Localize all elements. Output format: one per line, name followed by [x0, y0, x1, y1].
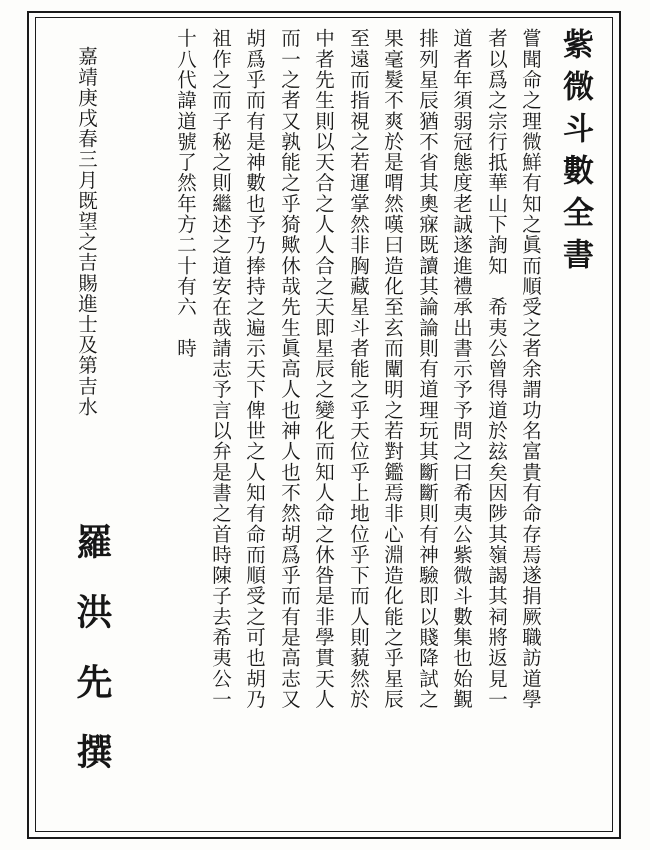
- preface-column-2: 者以爲之宗行抵華山下詢知 希夷公曾得道於玆矣因陟其嶺謁其祠將返見一: [485, 28, 508, 710]
- preface-column-3: 道者年須弱冠態度老誠遂進禮承出書示予予問之曰希夷公紫微斗數集也始覲: [450, 28, 473, 710]
- preface-column-1: 嘗聞命之理微鮮有知之眞而順受之者余謂功名富貴有命存焉遂捐厥職訪道學: [519, 28, 542, 710]
- preface-column-4: 排列星辰猶不省其奧㝥既讀其論論則有道理玩其斷斷則有神驗即以賤降試之: [416, 28, 439, 710]
- author-signature: 羅洪先撰: [71, 523, 113, 803]
- preface-column-11: 十八代諱道號了然年方二十有六 時: [174, 28, 197, 359]
- preface-column-5: 果毫髮不爽於是喟然嘆曰造化至玄而闡明之若對鑑焉非心淵造化能之乎星辰: [381, 28, 404, 710]
- preface-column-8: 而一之者又孰能之乎猗歟休哉先生眞高人也神人也不然胡爲乎而有是高志又: [278, 28, 301, 710]
- preface-column-10: 祖作之而子秘之則繼述之道安在哉請志予言以弁是書之首時陳子去希夷公一: [209, 28, 232, 710]
- preface-column-9: 胡爲乎而有是神數也予乃捧持之遍示天下俾世之人知有命而順受之可也胡乃: [243, 28, 266, 710]
- preface-column-7: 中者先生則以天合之人人合之天即星辰之變化而知人命之休咎是非學貫天人: [312, 28, 335, 710]
- date-and-rank-line: 嘉靖庚戌春三月既望之吉賜進士及第吉水: [75, 46, 98, 417]
- preface-column-6: 至遠而指視之若運掌然非胸藏星斗者能之乎天位乎上地位乎下而人則藐然於: [347, 28, 370, 710]
- book-title: 紫微斗數全書: [557, 28, 593, 280]
